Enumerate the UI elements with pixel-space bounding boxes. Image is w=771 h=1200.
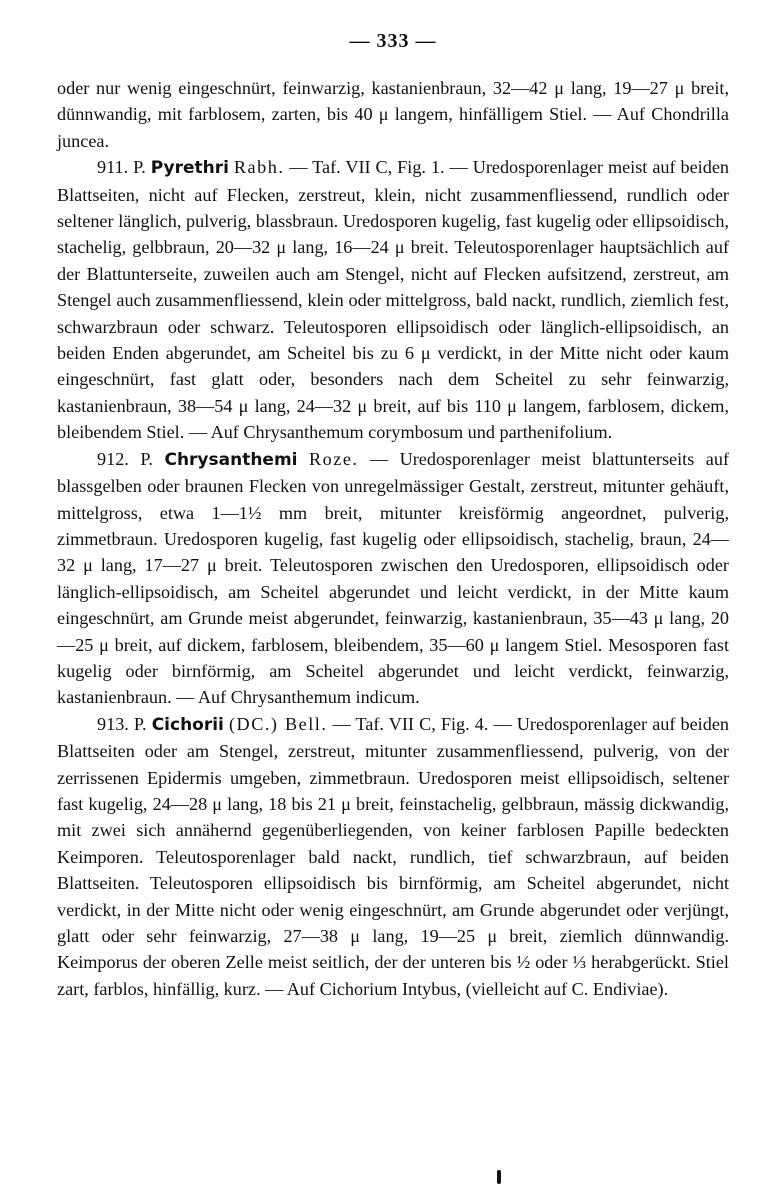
paragraph-continuation bbox=[57, 75, 729, 154]
species-name: Pyrethri bbox=[150, 158, 229, 179]
species-entry-913 bbox=[57, 711, 729, 1002]
species-author: (DC.) Bell. bbox=[229, 713, 328, 734]
page-number: — 333 — bbox=[349, 30, 437, 52]
entry-text: — Taf. VII C, Fig. 4. — Uredosporenlager auf beiden Blattseiten oder am Stengel, zerstreut, mitunter zusammenfliessend, pulverig, von der zerrissenen Epidermis umgeben, zimmetbraun. Uredosporen meist ellipsoidisch, seltener fast kugelig, 24—28 μ lang, 18 bis 21 μ breit, feinstachelig, gelbbraun, mässig dickwandig, mit zwei sich annähernd gegenüberliegenden, von keiner farblosen Papille bedeckten Keimporen. Teleutosporenlager bald nackt, rundlich, tief schwarzbraun, auf beiden Blattseiten. Teleutosporen ellipsoidisch bis birnförmig, am Scheitel abgerundet, nicht verdickt, in der Mitte nicht oder wenig eingeschnürt, am Grunde abgerundet oder verjüngt, glatt oder sehr feinwarzig, 27—38 μ lang, 19—25 μ breit, ziemlich dünnwandig. Keimporus der oberen Zelle meist seitlich, der der unteren bis ½ oder ⅓ herabgerückt. Stiel zart, farblos, hinfällig, kurz. — Auf Cichorium Intybus, (vielleicht auf C. Endiviae). bbox=[57, 713, 729, 999]
species-entry-911 bbox=[57, 154, 729, 445]
entry-number: 913. P. bbox=[97, 713, 147, 734]
book-page bbox=[57, 30, 729, 1002]
species-name: Cichorii bbox=[151, 714, 224, 735]
species-author: Roze. bbox=[309, 448, 359, 469]
species-author: Rabh. bbox=[233, 157, 285, 178]
entry-number: 911. P. bbox=[97, 157, 146, 178]
species-entry-912 bbox=[57, 446, 729, 711]
paragraph-text: oder nur wenig eingeschnürt, feinwarzig, kastanienbraun, 32—42 μ lang, 19—27 μ breit, dünnwandig, mit farblosem, zarten, bis 40 μ langem, hinfälligem Stiel. — Auf Chondrilla juncea. bbox=[57, 78, 729, 151]
species-name: Chrysanthemi bbox=[164, 449, 298, 470]
entry-text: — Taf. VII C, Fig. 1. — Uredosporenlager meist auf beiden Blattseiten, nicht auf Flecken, zerstreut, klein, nicht zusammenfliessend, rundlich oder seltener länglich, pulverig, blassbraun. Uredosporen kugelig, fast kugelig oder ellipsoidisch, stachelig, gelbbraun, 20—32 μ lang, 16—24 μ breit. Teleutosporenlager hauptsächlich auf der Blattunterseite, zuweilen auch am Stengel, nicht auf Flecken aufsitzend, zerstreut, am Stengel auch zusammenfliessend, klein oder mittelgross, bald nackt, rundlich, ziemlich fest, schwarzbraun oder schwarz. Teleutosporen ellipsoidisch oder länglich-ellipsoidisch, an beiden Enden abgerundet, am Scheitel bis zu 6 μ verdickt, in der Mitte nicht oder kaum eingeschnürt, fast glatt oder, besonders nach dem Scheitel zu sehr feinwarzig, kastanienbraun, 38—54 μ lang, 24—32 μ breit, auf bis 110 μ langem, farblosem, dickem, bleibendem Stiel. — Auf Chrysanthemum corymbosum und parthenifolium. bbox=[57, 157, 729, 443]
entry-text: — Uredosporenlager meist blattunterseits auf blassgelben oder braunen Flecken von unregelmässiger Gestalt, zerstreut, mitunter gehäuft, mittelgross, etwa 1—1½ mm breit, mitunter kreisförmig angeordnet, pulverig, zimmetbraun. Uredosporen kugelig, fast kugelig oder ellipsoidisch, stachelig, braun, 24—32 μ lang, 17—27 μ breit. Teleutosporen zwischen den Uredosporen, ellipsoidisch oder länglich-ellipsoidisch, am Scheitel abgerundet und leicht verdickt, in der Mitte kaum eingeschnürt, am Grunde meist abgerundet, feinwarzig, kastanienbraun, 35—43 μ lang, 20—25 μ breit, auf dickem, farblosem, bleibendem, 35—60 μ langem Stiel. Mesosporen fast kugelig oder birnförmig, am Scheitel abgerundet und leicht verdickt, feinwarzig, kastanienbraun. — Auf Chrysanthemum indicum. bbox=[57, 448, 730, 708]
entry-number: 912. P. bbox=[97, 448, 153, 469]
ink-mark bbox=[497, 1170, 501, 1184]
